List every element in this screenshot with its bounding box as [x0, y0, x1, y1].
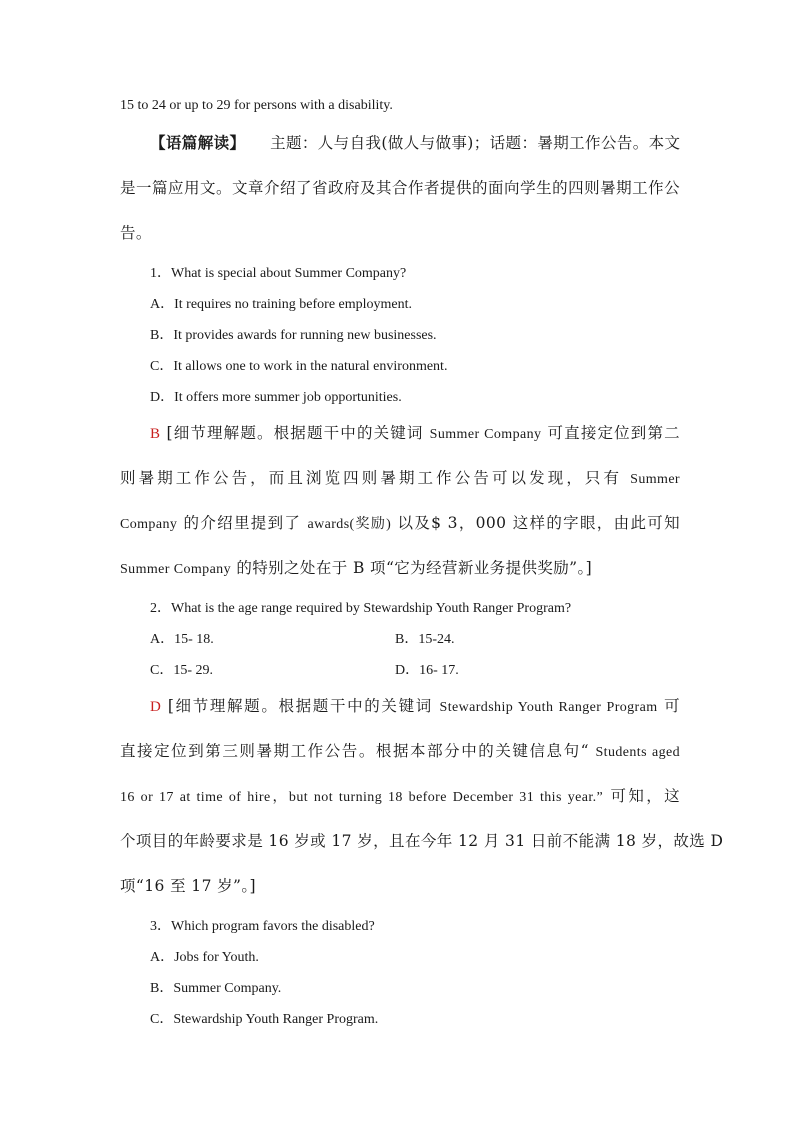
q3-option-b: B．Summer Company.	[150, 981, 282, 996]
q1-option-d: D．It offers more summer job opportunities.	[150, 390, 402, 405]
q1-exp-text: 的介绍里提到了	[183, 514, 302, 532]
q1-exp-keyword: Company	[120, 517, 178, 532]
q2-answer-letter: D	[150, 699, 162, 715]
q2-option-b: B．15-24.	[395, 632, 455, 647]
q2-exp-keyword: Stewardship Youth Ranger Program	[439, 700, 658, 715]
q2-explanation-line-5: 项“16 至 17 岁”。]	[120, 877, 256, 895]
q2-exp-text: 可	[664, 697, 681, 715]
q1-option-c: C．It allows one to work in the natural environment.	[150, 359, 448, 374]
q1-explanation-line-1	[150, 421, 680, 443]
q3-stem: 3．Which program favors the disabled?	[150, 919, 375, 934]
q1-answer-letter: B	[150, 426, 161, 442]
q1-explanation-line-4	[120, 556, 680, 578]
q2-exp-quote: 16 or 17 at time of hire，but not turning 18 before December 31 this year.”	[120, 790, 604, 805]
q2-exp-text: 直接定位到第三则暑期工作公告。根据本部分中的关键信息句“	[120, 742, 589, 760]
q1-option-b: B．It provides awards for running new businesses.	[150, 328, 437, 343]
q2-options-row-1	[150, 628, 710, 648]
analysis-line-2: 是一篇应用文。文章介绍了省政府及其合作者提供的面向学生的四则暑期工作公	[120, 179, 680, 197]
q1-exp-text: 的特别之处在于 B 项“它为经营新业务提供奖励”。]	[236, 559, 593, 577]
q1-stem: 1．What is special about Summer Company?	[150, 266, 407, 281]
intro-tail-text: 15 to 24 or up to 29 for persons with a disability.	[120, 98, 393, 113]
q1-option-a: A．It requires no training before employment.	[150, 297, 413, 312]
q1-exp-text: 可直接定位到第二	[547, 424, 681, 442]
q1-exp-keyword: Summer Company	[120, 562, 231, 577]
q1-explanation-line-2	[120, 466, 680, 488]
q2-exp-keyword: Students aged	[595, 745, 681, 760]
q1-exp-text: 以及$ 3，000 这样的字眼，由此可知	[397, 514, 680, 532]
q2-exp-text: [细节理解题。根据题干中的关键词	[167, 697, 433, 715]
q2-option-a: A．15- 18.	[150, 632, 214, 647]
analysis-line-3: 告。	[120, 224, 152, 242]
q1-exp-keyword: Summer	[630, 472, 680, 487]
q2-explanation-line-3	[120, 784, 680, 806]
q1-exp-keyword: awards(奖励)	[307, 517, 392, 532]
q2-stem: 2．What is the age range required by Stewardship Youth Ranger Program?	[150, 601, 572, 616]
q2-explanation-line-1	[150, 694, 680, 716]
q2-options-row-2	[150, 659, 710, 679]
analysis-text-1: 主题：人与自我(做人与做事)；话题：暑期工作公告。本文	[270, 134, 681, 152]
q2-exp-text: 可知，这	[610, 787, 680, 805]
q2-explanation-line-4: 个项目的年龄要求是 16 岁或 17 岁，且在今年 12 月 31 日前不能满 18 岁，故选 D	[120, 832, 724, 850]
analysis-label: 【语篇解读】	[150, 133, 246, 152]
q2-option-c: C．15- 29.	[150, 663, 213, 678]
q1-explanation-line-3	[120, 511, 680, 533]
q2-option-d: D．16- 17.	[395, 663, 459, 678]
q1-exp-text: 则暑期工作公告，而且浏览四则暑期工作公告可以发现，只有	[120, 469, 623, 487]
q2-explanation-line-2	[120, 739, 680, 761]
analysis-line-1	[150, 131, 680, 153]
q1-exp-keyword: Summer Company	[429, 427, 542, 442]
q3-option-c: C．Stewardship Youth Ranger Program.	[150, 1012, 379, 1027]
q3-option-a: A．Jobs for Youth.	[150, 950, 259, 965]
q1-exp-text: [细节理解题。根据题干中的关键词	[166, 424, 424, 442]
